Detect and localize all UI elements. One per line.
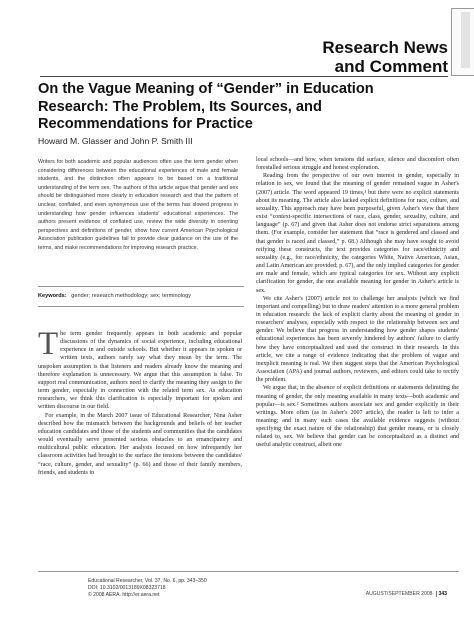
keywords-bottom-rule: [38, 306, 244, 307]
body-paragraph: local schools—and how, when tensions did surface, silence and discomfort often forestalled serious struggle and honest exploration.: [256, 157, 459, 172]
body-paragraph: We cite Asher's (2007) article not to challenge her analysis (which we find important and compelling) but to draw readers' attention to a more general problem in education research: the lack of explicit clarity about the meaning of gender in researchers' analyses, especially with respect to the relationship between sex and gender. We believe that progress in understanding how gender shapes students' educational experiences has been severely hindered by authors' failure to clarify how they have conceptualized and used the construct in their research. In this article, we cite a range of evidence indicating that the problem of vague and inexplicit meaning is real. We then suggest steps that the American Psychological Association (APA) and journal authors, reviewers, and editors could take to rectify the problem.: [256, 295, 459, 384]
drop-cap: T: [38, 326, 59, 362]
keywords-label: Keywords:: [38, 293, 67, 299]
section-heading-line1: Research News: [322, 38, 448, 57]
keywords: [38, 292, 242, 300]
footer-doi: DOI: 10.3102/0013189X08323718: [88, 585, 166, 592]
footer-issue: [366, 591, 449, 597]
section-heading: [322, 38, 448, 77]
heading-rule: [40, 76, 448, 77]
article-authors: Howard M. Glasser and John P. Smith III: [38, 136, 193, 146]
corner-tab-bar: [461, 12, 470, 68]
footer-rule: [38, 571, 459, 572]
keywords-top-rule: [38, 286, 244, 287]
section-heading-line2: and Comment: [334, 57, 448, 76]
body-paragraph: For example, in the March 2007 issue of Educational Researcher, Nina Asher described how the mismatch between the backgrounds and beliefs of her teacher education candidates and those of the students and communities that the candidates would eventually serve presented serious obstacles to an emancipatory and multicultural public education. Her analysis focused on how infrequently her classroom activities had brought to the surface the tensions between the candidates' “race, culture, gender, and sexuality” (p. 66) and those of their family members, friends, and students in: [38, 412, 242, 476]
body-paragraph: Reading from the perspective of our own interest in gender, especially in relation to sex, we found that the meaning of gender remained vague in Asher's (2007) article. The word appeared 19 times,¹ but there were no explicit statements about its meaning. The article also lacked explicit definitions for race, culture, and sexuality. This approach may have been purposeful, given Asher's view that there exist “context-specific intersections of race, class, gender, sexuality, culture, and language” (p. 67) and given that Asher does not endorse strict separations among them. (For example, consider her statement that “race is gendered and classed and that gender is raced and classed,” p. 68.) Although she may have sought to avoid reifying these constructs, the text provides categories for race/ethnicity and sexuality (e.g., for race/ethnicity, the categories White, Native American, Asian, and Latin American are provided; p. 67), and the only implied categories for gender are male and female, which are typical categories for sex. Without any explicit clarification for gender, the one available meaning for gender in Asher's article is sex.: [256, 173, 459, 294]
page-number: 343: [436, 591, 450, 597]
footer-copyright: © 2008 AERA. http://er.aera.net: [88, 592, 160, 599]
footer-journal: Educational Researcher, Vol. 37, No. 6, pp. 343–350: [88, 578, 207, 584]
article-title: On the Vague Meaning of “Gender” in Education Research: The Problem, Its Sources, and Recommendations for Practice: [38, 81, 374, 132]
body-paragraph: [38, 326, 242, 412]
footer-issue-date: AUGUST/SEPTEMBER 2008: [365, 591, 433, 597]
keywords-text: gender; research methodology; sex; terminology: [71, 293, 191, 299]
body-paragraph: We argue that, in the absence of explicit definitions or statements delimiting the meaning of gender, the only meaning available in many texts—both academic and popular—is sex.² Sometimes authors associate sex and gender explicitly in their writings. More often (as in Asher's 2007 article), the reader is left to infer a meaning; and in many such cases the available evidence suggests (without specifying the exact nature of the relationship) that gender means, or is closely related to, sex. We believe that gender can be conceptualized as a distinct and useful analytic construct, albeit one: [256, 385, 459, 449]
footer-citation: [88, 578, 207, 600]
paragraph-text: he term gender frequently appears in both academic and popular discussions of the dynamics of social experience, including educational experience in and outside schools. But whether it appears in spoken or written texts, authors rarely say what they mean by the term. The unspoken assumption is that listeners and readers already know the meaning and therefore explanation is unnecessary. We argue that this assumption is false. To support real communication, authors need to clarify the meaning they assign to the term gender, especially in connection with the related term sex. As education researchers, we think this clarification is especially important for spoken and written discourse in our field.: [38, 331, 242, 411]
body-column-left: [38, 326, 242, 477]
body-column-right: [256, 156, 459, 450]
abstract: Writers for both academic and popular audiences often use the term gender when considering differences between the educational experiences of male and female students, and the distinction often appears to be based on a traditional understanding of the term sex. The authors of this article argue that gender and sex should be distinguished more clearly in education research and that the pattern of unclear, conflated, and even synonymous use of the terms has slowed progress in understanding how gender influences students' educational experiences. The authors present evidence of conflated use, review the wide diversity in orienting perspectives and definitions of gender, show how current American Psychological Association publication guidelines fail to provide clear guidance on the use of the terms, and make recommendations for improving research practice.: [38, 159, 238, 251]
